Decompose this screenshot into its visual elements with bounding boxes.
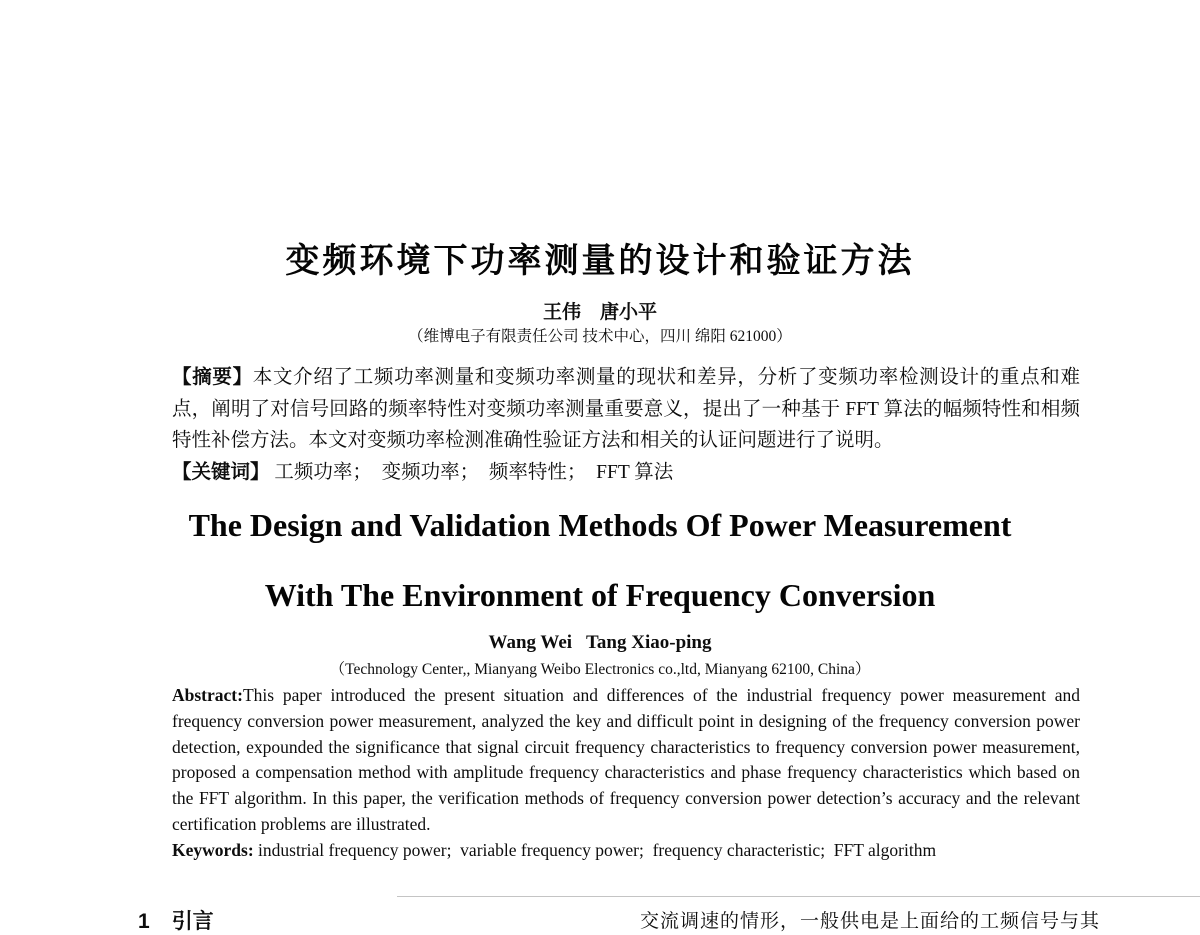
en-authors: Wang Wei Tang Xiao-ping xyxy=(488,632,712,653)
en-title-line1: The Design and Validation Methods Of Power Measurement xyxy=(188,507,1012,543)
scan-hairline xyxy=(397,896,1200,897)
en-title-line2: With The Environment of Frequency Conversion xyxy=(264,577,936,613)
en-keywords-text: industrial frequency power; variable frequency power; frequency characteristic; FFT algorithm xyxy=(253,839,937,860)
cn-keywords-text: 工频功率； 变频功率； 频率特性； FFT 算法 xyxy=(269,461,674,483)
cn-authors: 王伟 唐小平 xyxy=(542,302,657,323)
section-1-title: 引言 xyxy=(171,910,214,933)
right-column-text-fragment: 交流调速的情形，一般供电是上面给的工频信号与其 xyxy=(640,911,1101,932)
en-abstract-label: Abstract: xyxy=(172,685,243,705)
cn-abstract xyxy=(172,362,1080,457)
en-abstract xyxy=(172,683,1080,838)
cn-abstract-block xyxy=(172,362,1080,488)
cn-abstract-text: 本文介绍了工频功率测量和变频功率测量的现状和差异，分析了变频功率检测设计的重点和难点，阐明了对信号回路的频率特性对变频功率测量重要意义，提出了一种基于 FFT 算法的幅频特性和相频特性补偿方法。本文对变频功率检测准确性验证方法和相关的认证问题进行了说明。 xyxy=(172,367,1080,451)
cn-abstract-label: 【摘要】 xyxy=(172,366,253,388)
en-abstract-block xyxy=(172,683,1080,864)
en-affiliation: （Technology Center,, Mianyang Weibo Electronics co.,ltd, Mianyang 62100, China） xyxy=(329,661,871,678)
en-keywords-label: Keywords: xyxy=(172,839,254,860)
en-keywords xyxy=(172,838,1080,864)
cn-affiliation: （维博电子有限责任公司 技术中心，四川 绵阳 621000） xyxy=(408,328,792,345)
cn-title: 变频环境下功率测量的设计和验证方法 xyxy=(285,242,915,280)
section-1-heading xyxy=(138,905,214,935)
section-1-number: 1 xyxy=(138,910,150,933)
cn-keywords xyxy=(172,457,1080,489)
en-abstract-text: This paper introduced the present situation and differences of the industrial frequency power measurement and frequency conversion power measurement, analyzed the key and difficult point in designing of the frequency conversion power detection, expounded the significance that signal circuit frequency characteristics to frequency conversion power measurement, proposed a compensation method with amplitude frequency characteristics and phase frequency characteristics which based on the FFT algorithm. In this paper, the verification methods of frequency conversion power detection’s accuracy and the relevant certification problems are illustrated. xyxy=(172,685,1080,834)
cn-keywords-label: 【关键词】 xyxy=(172,460,270,483)
